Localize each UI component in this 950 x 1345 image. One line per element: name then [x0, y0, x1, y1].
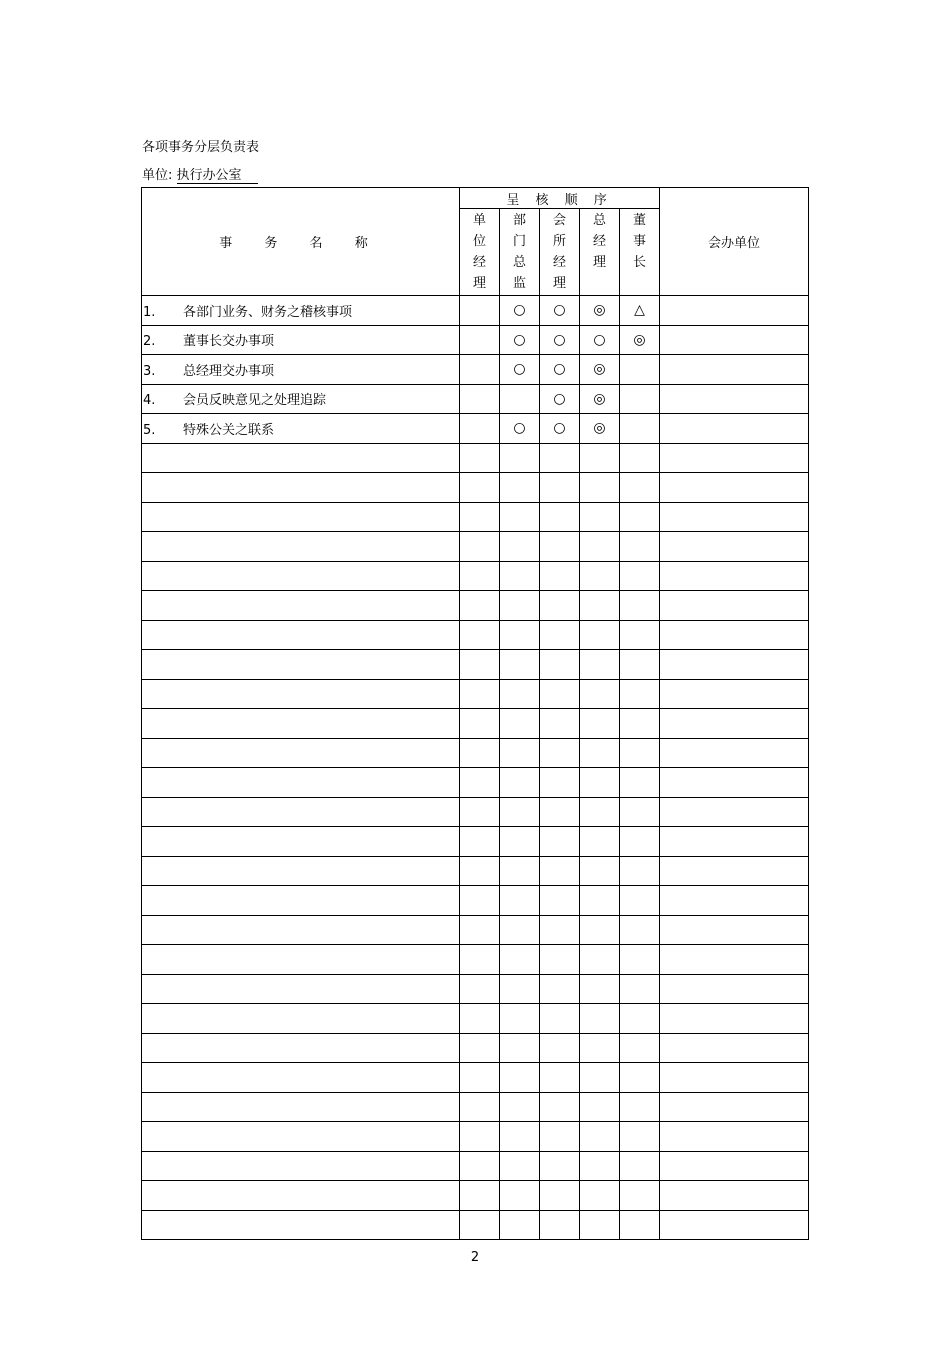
- approval-mark-cell: [460, 620, 500, 650]
- task-cell: [142, 1181, 460, 1211]
- role-header-char: 会: [552, 213, 566, 228]
- cooperating-unit-cell: [660, 856, 809, 886]
- approval-mark-cell: [460, 443, 500, 473]
- approval-mark-cell: [460, 650, 500, 680]
- cooperating-unit-cell: [660, 355, 809, 385]
- approval-mark-cell: [540, 915, 580, 945]
- role-header-char: 理: [592, 255, 606, 270]
- unit-value: 执行办公室: [177, 164, 258, 184]
- task-number: 3.: [143, 363, 156, 379]
- unit-label: 单位:: [142, 168, 173, 183]
- approval-mark-cell: [580, 620, 620, 650]
- approval-mark-cell: [500, 797, 540, 827]
- role-header-char: 所: [552, 234, 566, 249]
- approval-mark-cell: [540, 1122, 580, 1152]
- table-row: [142, 620, 809, 650]
- role-header-char: 董: [633, 213, 647, 228]
- approval-mark-cell: [460, 1210, 500, 1240]
- approval-mark-cell: [460, 355, 500, 385]
- task-cell: [142, 768, 460, 798]
- approval-mark-cell: [580, 1063, 620, 1093]
- task-name: 总经理交办事项: [183, 363, 275, 379]
- page-number: 2: [470, 1250, 480, 1265]
- task-cell: [142, 325, 460, 355]
- task-cell: [142, 1004, 460, 1034]
- approval-mark-cell: [460, 502, 500, 532]
- cooperating-unit-cell: [660, 915, 809, 945]
- approval-mark-cell: [460, 768, 500, 798]
- approval-mark-cell: [500, 561, 540, 591]
- approval-mark-cell: [460, 709, 500, 739]
- approval-mark-cell: [500, 679, 540, 709]
- task-name: 会员反映意见之处理追踪: [183, 393, 327, 409]
- role-header: [540, 209, 580, 296]
- approval-mark-cell: [580, 1151, 620, 1181]
- approval-mark-cell: [460, 797, 500, 827]
- task-number: 1.: [143, 304, 156, 320]
- cooperating-unit-cell: [660, 679, 809, 709]
- role-header-char: 经: [592, 234, 606, 249]
- approval-mark-cell: [460, 473, 500, 503]
- approval-mark-cell: [580, 1033, 620, 1063]
- approval-mark-cell: [500, 915, 540, 945]
- approval-mark-cell: [540, 1063, 580, 1093]
- approval-mark-cell: [500, 1063, 540, 1093]
- approval-mark-cell: [580, 650, 620, 680]
- table-row: [142, 384, 809, 414]
- approval-mark-cell: [500, 768, 540, 798]
- approval-mark-cell: [460, 1151, 500, 1181]
- approval-mark-cell: [500, 502, 540, 532]
- role-header-char: 事: [633, 234, 647, 249]
- page-title: 各项事务分层负责表: [142, 140, 260, 155]
- approval-mark-cell: [580, 1004, 620, 1034]
- approval-mark-cell: [580, 679, 620, 709]
- table-row: [142, 502, 809, 532]
- table-row: [142, 1063, 809, 1093]
- approval-mark-cell: [540, 856, 580, 886]
- table-row: [142, 1151, 809, 1181]
- task-cell: [142, 502, 460, 532]
- cooperating-unit-cell: [660, 1004, 809, 1034]
- task-cell: [142, 679, 460, 709]
- approval-mark-cell: [460, 1181, 500, 1211]
- approval-mark-cell: [580, 1092, 620, 1122]
- approval-mark-cell: ◎: [580, 414, 620, 444]
- approval-mark-cell: [580, 856, 620, 886]
- table-row: [142, 414, 809, 444]
- approval-mark-cell: [580, 915, 620, 945]
- approval-mark-cell: [540, 1181, 580, 1211]
- approval-mark-cell: [500, 738, 540, 768]
- approval-mark-cell: [460, 974, 500, 1004]
- approval-mark-cell: ◎: [620, 325, 660, 355]
- approval-mark-cell: [540, 768, 580, 798]
- approval-mark-cell: [500, 974, 540, 1004]
- cooperating-unit-cell: [660, 620, 809, 650]
- approval-mark-cell: [580, 443, 620, 473]
- approval-mark-cell: [540, 1033, 580, 1063]
- cooperating-unit-cell: [660, 945, 809, 975]
- cooperating-unit-cell: [660, 443, 809, 473]
- approval-mark-cell: [620, 1063, 660, 1093]
- cooperating-unit-header: 会办单位: [660, 188, 809, 296]
- approval-mark-cell: △: [620, 296, 660, 326]
- task-cell: [142, 443, 460, 473]
- table-row: [142, 738, 809, 768]
- approval-mark-cell: [460, 827, 500, 857]
- approval-mark-cell: [460, 1004, 500, 1034]
- approval-mark-cell: [620, 620, 660, 650]
- approval-mark-cell: [500, 1122, 540, 1152]
- cooperating-unit-cell: [660, 1210, 809, 1240]
- approval-mark-cell: [580, 768, 620, 798]
- role-header-char: 理: [472, 276, 486, 291]
- approval-mark-cell: [580, 1181, 620, 1211]
- role-header: [500, 209, 540, 296]
- approval-mark-cell: [500, 532, 540, 562]
- table-row: [142, 1122, 809, 1152]
- task-cell: [142, 1210, 460, 1240]
- approval-mark-cell: [500, 1033, 540, 1063]
- approval-mark-cell: [460, 1092, 500, 1122]
- task-cell: [142, 797, 460, 827]
- approval-mark-cell: ○: [540, 325, 580, 355]
- approval-mark-cell: [460, 856, 500, 886]
- table-row: [142, 591, 809, 621]
- approval-mark-cell: [620, 856, 660, 886]
- cooperating-unit-cell: [660, 414, 809, 444]
- approval-mark-cell: [620, 1210, 660, 1240]
- approval-mark-cell: [460, 561, 500, 591]
- approval-mark-cell: [620, 915, 660, 945]
- cooperating-unit-cell: [660, 473, 809, 503]
- task-cell: [142, 620, 460, 650]
- approval-mark-cell: [620, 738, 660, 768]
- approval-mark-cell: [540, 1092, 580, 1122]
- approval-mark-cell: [580, 974, 620, 1004]
- table-row: [142, 1181, 809, 1211]
- role-header-char: 经: [472, 255, 486, 270]
- role-header-char: 理: [552, 276, 566, 291]
- approval-mark-cell: ○: [540, 355, 580, 385]
- approval-mark-cell: [620, 650, 660, 680]
- task-cell: [142, 945, 460, 975]
- role-header-char: 部: [512, 213, 526, 228]
- approval-mark-cell: [620, 827, 660, 857]
- approval-mark-cell: [460, 945, 500, 975]
- task-name: 各部门业务、财务之稽核事项: [183, 304, 353, 320]
- approval-mark-cell: ○: [580, 325, 620, 355]
- approval-mark-cell: ◎: [580, 355, 620, 385]
- task-name: 董事长交办事项: [183, 334, 275, 350]
- approval-mark-cell: [540, 738, 580, 768]
- approval-mark-cell: ◎: [580, 296, 620, 326]
- table-row: [142, 325, 809, 355]
- task-cell: [142, 738, 460, 768]
- table-row: [142, 650, 809, 680]
- approval-mark-cell: [460, 886, 500, 916]
- approval-mark-cell: [580, 502, 620, 532]
- task-cell: [142, 1063, 460, 1093]
- task-name-header: 事 务 名 称: [142, 188, 460, 296]
- table-row: [142, 886, 809, 916]
- task-cell: [142, 915, 460, 945]
- approval-mark-cell: [500, 856, 540, 886]
- task-name: 特殊公关之联系: [183, 422, 275, 438]
- table-body: [142, 296, 809, 1240]
- task-cell: [142, 591, 460, 621]
- approval-mark-cell: [460, 915, 500, 945]
- approval-mark-cell: [620, 384, 660, 414]
- approval-mark-cell: [500, 1092, 540, 1122]
- table-row: [142, 355, 809, 385]
- table-row: [142, 1004, 809, 1034]
- task-cell: [142, 856, 460, 886]
- approval-mark-cell: ○: [540, 296, 580, 326]
- approval-mark-cell: [540, 974, 580, 1004]
- cooperating-unit-cell: [660, 561, 809, 591]
- task-number: 5.: [143, 422, 156, 438]
- approval-mark-cell: [500, 827, 540, 857]
- approval-mark-cell: [620, 355, 660, 385]
- approval-mark-cell: [460, 738, 500, 768]
- cooperating-unit-cell: [660, 384, 809, 414]
- approval-mark-cell: [500, 1004, 540, 1034]
- approval-mark-cell: [460, 679, 500, 709]
- approval-mark-cell: [540, 561, 580, 591]
- cooperating-unit-cell: [660, 1122, 809, 1152]
- approval-mark-cell: [460, 532, 500, 562]
- approval-mark-cell: [540, 532, 580, 562]
- approval-mark-cell: [460, 414, 500, 444]
- approval-mark-cell: [540, 679, 580, 709]
- cooperating-unit-cell: [660, 709, 809, 739]
- approval-mark-cell: [620, 473, 660, 503]
- role-header-char: 单: [472, 213, 486, 228]
- approval-mark-cell: [500, 886, 540, 916]
- approval-mark-cell: [460, 591, 500, 621]
- approval-mark-cell: [620, 768, 660, 798]
- table-row: [142, 797, 809, 827]
- table-row: [142, 945, 809, 975]
- approval-mark-cell: [500, 384, 540, 414]
- approval-mark-cell: [580, 797, 620, 827]
- approval-mark-cell: [620, 886, 660, 916]
- task-cell: [142, 1092, 460, 1122]
- approval-mark-cell: [500, 1181, 540, 1211]
- cooperating-unit-cell: [660, 1151, 809, 1181]
- table-row: [142, 856, 809, 886]
- cooperating-unit-cell: [660, 296, 809, 326]
- task-cell: [142, 296, 460, 326]
- approval-mark-cell: ○: [500, 355, 540, 385]
- approval-mark-cell: [620, 443, 660, 473]
- cooperating-unit-cell: [660, 768, 809, 798]
- approval-mark-cell: [500, 1151, 540, 1181]
- cooperating-unit-cell: [660, 886, 809, 916]
- task-cell: [142, 974, 460, 1004]
- approval-mark-cell: [620, 1033, 660, 1063]
- cooperating-unit-cell: [660, 1063, 809, 1093]
- table-row: [142, 473, 809, 503]
- approval-mark-cell: [580, 945, 620, 975]
- approval-mark-cell: [580, 561, 620, 591]
- cooperating-unit-cell: [660, 532, 809, 562]
- approval-mark-cell: [540, 827, 580, 857]
- task-cell: [142, 1151, 460, 1181]
- table-row: [142, 974, 809, 1004]
- approval-mark-cell: [580, 886, 620, 916]
- approval-mark-cell: [460, 1063, 500, 1093]
- cooperating-unit-cell: [660, 591, 809, 621]
- task-cell: [142, 886, 460, 916]
- approval-mark-cell: [540, 1210, 580, 1240]
- approval-mark-cell: ○: [500, 325, 540, 355]
- task-cell: [142, 473, 460, 503]
- approval-mark-cell: [620, 1122, 660, 1152]
- role-header-char: 总: [512, 255, 526, 270]
- cooperating-unit-cell: [660, 738, 809, 768]
- approval-mark-cell: [580, 473, 620, 503]
- approval-mark-cell: [620, 1151, 660, 1181]
- table-row: [142, 915, 809, 945]
- approval-mark-cell: [540, 709, 580, 739]
- cooperating-unit-cell: [660, 325, 809, 355]
- approval-mark-cell: [540, 443, 580, 473]
- approval-mark-cell: [540, 945, 580, 975]
- approval-mark-cell: [540, 473, 580, 503]
- approval-mark-cell: [540, 886, 580, 916]
- approval-mark-cell: [580, 827, 620, 857]
- task-cell: [142, 384, 460, 414]
- approval-mark-cell: [620, 1092, 660, 1122]
- cooperating-unit-cell: [660, 797, 809, 827]
- task-cell: [142, 1122, 460, 1152]
- responsibility-table: [141, 187, 809, 1240]
- approval-mark-cell: [580, 738, 620, 768]
- approval-mark-cell: [620, 591, 660, 621]
- task-cell: [142, 414, 460, 444]
- table-row: [142, 1033, 809, 1063]
- approval-mark-cell: [620, 709, 660, 739]
- approval-mark-cell: [580, 709, 620, 739]
- role-header-char: 经: [552, 255, 566, 270]
- task-cell: [142, 709, 460, 739]
- role-header: [620, 209, 660, 296]
- table-row: [142, 768, 809, 798]
- task-number: 4.: [143, 393, 156, 409]
- task-cell: [142, 1033, 460, 1063]
- cooperating-unit-cell: [660, 1092, 809, 1122]
- approval-mark-cell: [460, 296, 500, 326]
- approval-order-header: 呈 核 顺 序: [460, 188, 660, 209]
- table-row: [142, 679, 809, 709]
- approval-mark-cell: [620, 679, 660, 709]
- approval-mark-cell: [620, 532, 660, 562]
- table-row: [142, 443, 809, 473]
- approval-mark-cell: [500, 620, 540, 650]
- table-row: [142, 709, 809, 739]
- approval-mark-cell: ◎: [580, 384, 620, 414]
- role-header-char: 监: [512, 276, 526, 291]
- role-header-char: 位: [472, 234, 486, 249]
- role-header-char: 长: [633, 255, 647, 270]
- approval-mark-cell: [540, 1151, 580, 1181]
- approval-mark-cell: ○: [500, 296, 540, 326]
- approval-mark-cell: [580, 532, 620, 562]
- approval-mark-cell: [620, 945, 660, 975]
- approval-mark-cell: [540, 1004, 580, 1034]
- approval-mark-cell: [620, 561, 660, 591]
- approval-mark-cell: [580, 591, 620, 621]
- table-row: [142, 1092, 809, 1122]
- approval-mark-cell: [620, 502, 660, 532]
- table-row: [142, 561, 809, 591]
- approval-mark-cell: [460, 325, 500, 355]
- approval-mark-cell: [500, 650, 540, 680]
- approval-mark-cell: ○: [540, 414, 580, 444]
- table-row: [142, 296, 809, 326]
- approval-mark-cell: [500, 591, 540, 621]
- table-row: [142, 827, 809, 857]
- approval-mark-cell: [540, 502, 580, 532]
- approval-mark-cell: [460, 384, 500, 414]
- table-row: [142, 1210, 809, 1240]
- approval-mark-cell: [620, 974, 660, 1004]
- approval-mark-cell: [500, 709, 540, 739]
- task-cell: [142, 532, 460, 562]
- approval-mark-cell: [620, 1181, 660, 1211]
- task-number: 2.: [143, 334, 156, 350]
- task-cell: [142, 827, 460, 857]
- approval-mark-cell: ○: [500, 414, 540, 444]
- task-cell: [142, 355, 460, 385]
- approval-mark-cell: ○: [540, 384, 580, 414]
- table-row: [142, 532, 809, 562]
- cooperating-unit-cell: [660, 502, 809, 532]
- cooperating-unit-cell: [660, 650, 809, 680]
- approval-mark-cell: [620, 797, 660, 827]
- cooperating-unit-cell: [660, 974, 809, 1004]
- approval-mark-cell: [540, 650, 580, 680]
- approval-mark-cell: [620, 1004, 660, 1034]
- approval-mark-cell: [540, 591, 580, 621]
- role-header: [580, 209, 620, 296]
- approval-mark-cell: [580, 1122, 620, 1152]
- approval-mark-cell: [500, 443, 540, 473]
- approval-mark-cell: [540, 620, 580, 650]
- role-header-char: 门: [512, 234, 526, 249]
- approval-mark-cell: [540, 797, 580, 827]
- approval-mark-cell: [580, 1210, 620, 1240]
- unit-line: [142, 164, 258, 184]
- task-cell: [142, 650, 460, 680]
- cooperating-unit-cell: [660, 1033, 809, 1063]
- approval-mark-cell: [620, 414, 660, 444]
- approval-mark-cell: [500, 1210, 540, 1240]
- approval-mark-cell: [460, 1122, 500, 1152]
- cooperating-unit-cell: [660, 1181, 809, 1211]
- approval-mark-cell: [500, 945, 540, 975]
- role-header-char: 总: [592, 213, 606, 228]
- approval-mark-cell: [460, 1033, 500, 1063]
- role-header: [460, 209, 500, 296]
- task-cell: [142, 561, 460, 591]
- approval-mark-cell: [500, 473, 540, 503]
- cooperating-unit-cell: [660, 827, 809, 857]
